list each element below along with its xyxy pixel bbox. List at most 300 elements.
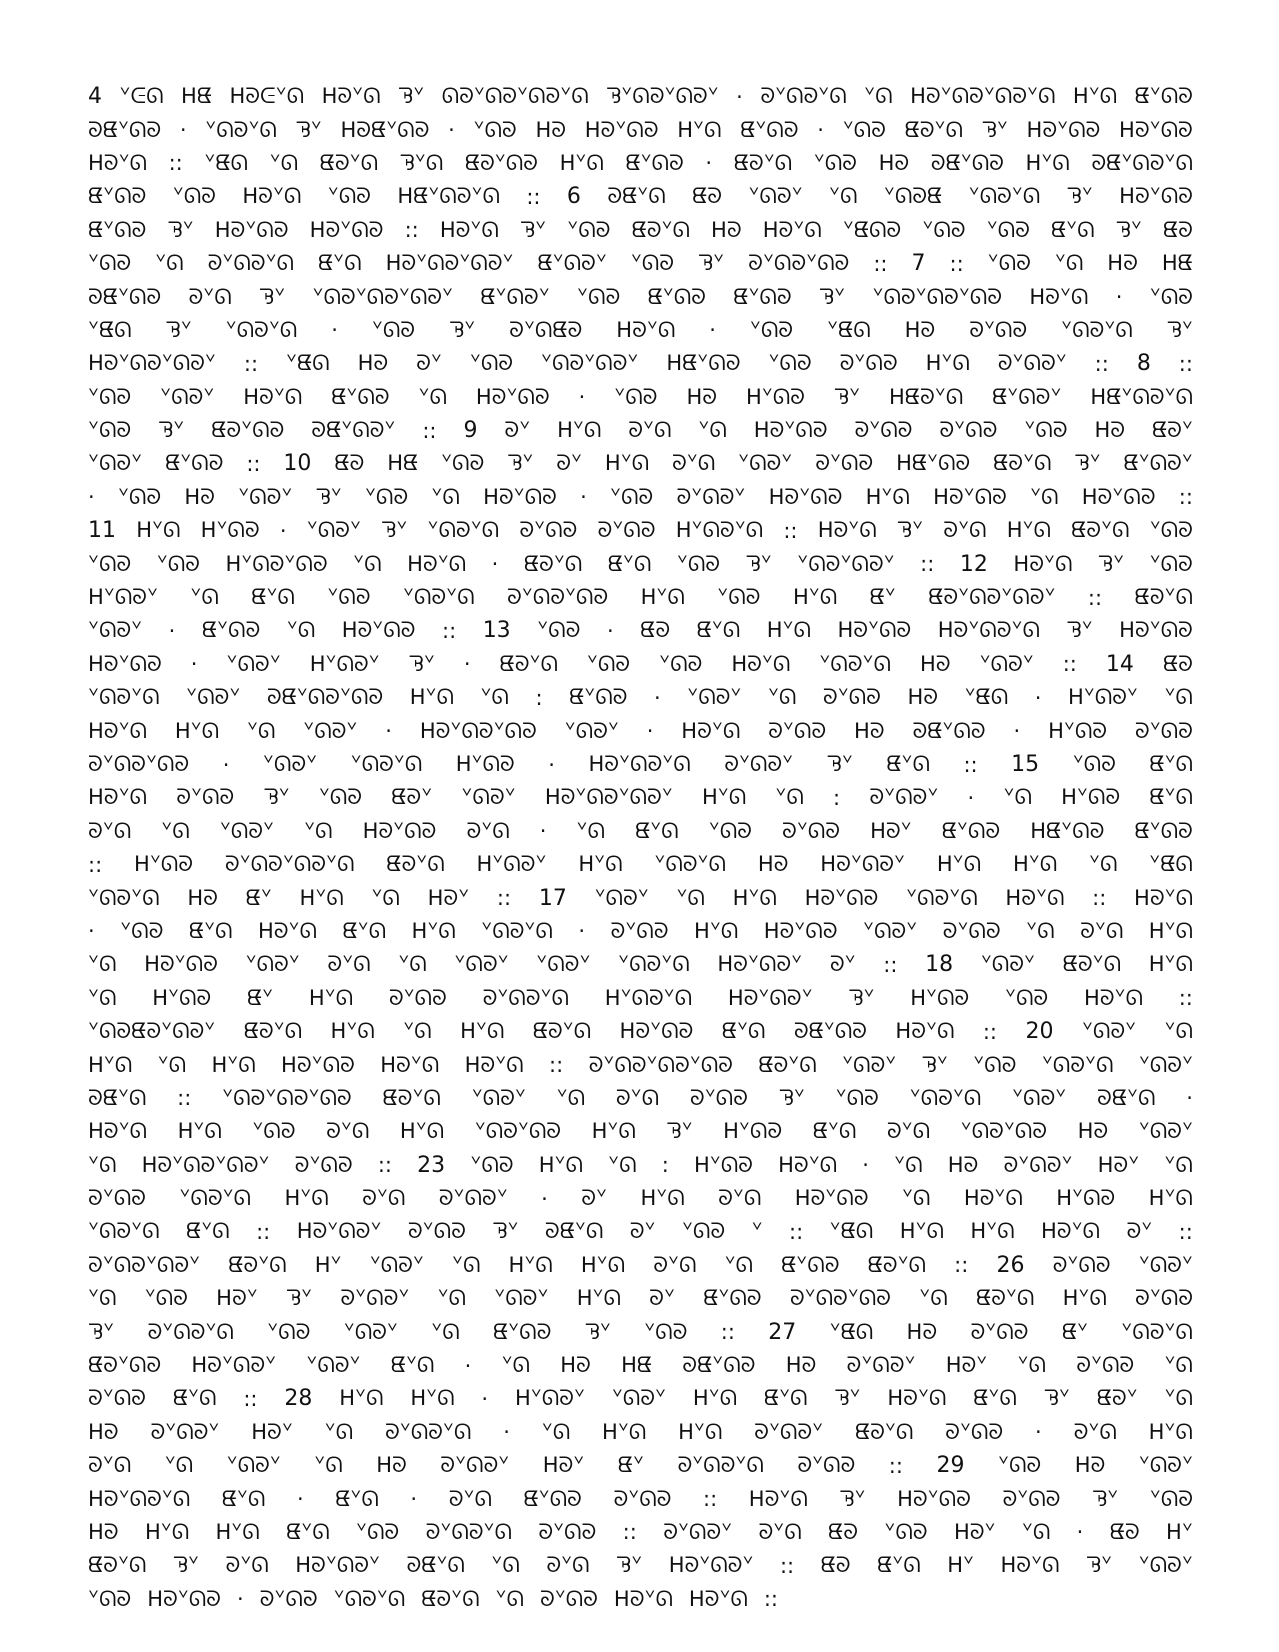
word: ᘁᘏᘐᘁ <box>748 184 803 209</box>
word: ᕼᘁᘏ <box>604 451 650 476</box>
word: ᘁᘏᘐ <box>676 551 721 576</box>
word: ᘁᘏᘐ <box>986 217 1030 242</box>
word: ᘁᘏ <box>608 1152 637 1177</box>
word: · <box>331 318 338 343</box>
word: ᘐᘁᘏᘐ <box>815 451 874 476</box>
word: ᕼᘐᘁᘏᘐ <box>837 618 912 643</box>
word: · <box>296 1487 304 1512</box>
word: ᕼᘁᘏ <box>144 1519 190 1544</box>
word: ᕼᘐᘁᘏᘐ <box>1119 618 1193 643</box>
text-line <box>88 915 1193 948</box>
text-line <box>88 614 1193 647</box>
word: ᘋᘁ <box>507 451 534 476</box>
text-line <box>88 1382 1193 1415</box>
word: ᕼᘐᘁᘏᘐᘁ <box>296 1219 382 1244</box>
word: ᕼᘁᘏ <box>970 1219 1015 1244</box>
word: ᘐᘁᘏᘐᘁ <box>754 1419 824 1444</box>
word: ᘀᘁᘏᘐ <box>331 384 390 409</box>
text-line <box>88 1315 1193 1348</box>
word: ᘁᘏᘐ <box>577 284 621 309</box>
word: ᘐᘁᘏ <box>615 1085 660 1110</box>
word: ᕼᘐᘁᘏ <box>688 1586 748 1611</box>
word: ᘐᘁᘏᘐᘁᘏᘐ <box>88 752 190 776</box>
word: ᘁᘏ <box>88 952 117 977</box>
text-line <box>88 1048 1193 1081</box>
word: ᘐᘁᘏᘐᘁ <box>438 1186 508 1211</box>
word: ᕼᘐᘁᘏᘐᘁᘏᘐᘁ <box>88 351 216 376</box>
word: ᕼᘐᘁᘏ <box>88 1119 147 1144</box>
word: ᘁᘏ <box>767 685 797 710</box>
word: ᘀᘐᘁ <box>1151 418 1193 443</box>
word: ᕼᘐᘁᘏᘐ <box>144 952 218 977</box>
word: ᘐᘁ <box>416 351 442 376</box>
word: ᘁᘏᘐ <box>327 184 371 209</box>
word: · <box>236 1587 244 1612</box>
word: : <box>535 685 543 710</box>
word: ᘋᘁ <box>1066 184 1093 209</box>
text-line <box>88 147 1193 180</box>
word: ᘁᘏᘐᘁᘏ <box>427 518 500 543</box>
word: ᘐᘁᘏᘐ <box>969 317 1028 342</box>
word: ᘀᘁᘏᘐ <box>569 685 628 710</box>
word: ᘐᘀᘁᘏ <box>1097 1085 1156 1110</box>
word: ᘁᘏᘐ <box>156 551 200 576</box>
word: ᘐᘁᘏ <box>943 518 987 543</box>
word: ᘐᘁᘏᘐ <box>1052 1252 1111 1277</box>
word: ᕼᘐᘁᘏᘐ <box>475 384 550 409</box>
word: ᘋᘁ <box>1043 1386 1070 1411</box>
word: ᕼᘁᘏ <box>177 1119 222 1144</box>
word: ᘀᘁᘏ <box>342 918 387 943</box>
word: : <box>833 785 841 810</box>
word: ᕼᘐᘁᘏᘐᘁᘏᘐᘁ <box>544 785 673 810</box>
text-line <box>88 714 1193 747</box>
word: ᘀᘁᘏ <box>221 1486 266 1511</box>
word: ᕼᘁᘏ <box>559 150 604 175</box>
word: ᘁᘏᘐ <box>120 918 164 943</box>
word: ᕼᘐᘁᘏᘐ <box>1119 117 1193 142</box>
word: ᕼᘐᘁᘏᘐᘁᘏᘐ <box>419 718 537 743</box>
word: ᘋᘁ <box>698 251 725 276</box>
word: ᘐᘀᘁᘏ <box>544 1219 604 1244</box>
word: ᘐᘁᘏ <box>653 1252 697 1277</box>
word: ᘋᘁ <box>519 217 547 242</box>
word: ᘀᘁᘏᘐ <box>1134 818 1193 843</box>
word: ᕼᘁᘏ <box>411 918 456 943</box>
word: ᘁᘏ <box>1021 1519 1051 1544</box>
text-line <box>88 1149 1193 1182</box>
word: ᕼᘐᘁᘏᘐᘁᘏ <box>588 752 691 776</box>
word: ᘁᘏᘐᘁ <box>461 785 516 810</box>
word: ᘁᘏ <box>431 484 460 509</box>
word: :: <box>873 251 888 276</box>
word: ᕼᘐᘁᘏᘐ <box>214 217 289 242</box>
verse-number: 15 <box>1011 752 1040 777</box>
word: ᘀᘐ <box>692 184 723 209</box>
word: ᘐᘁᘏᘐᘁᘏ <box>147 1319 234 1344</box>
word: ᘀᘁᘏ <box>172 1386 217 1411</box>
word: ᘐᘁᘏᘐᘁᘏᘐ <box>748 251 850 276</box>
word: ᕼᘁᘏ <box>1006 518 1051 543</box>
word: ᕼᘐᘁᘏᘐ <box>1026 117 1101 142</box>
word: ᕼᘁᘏ <box>409 685 454 710</box>
word: :: <box>779 1553 795 1578</box>
text-line <box>88 1549 1193 1582</box>
word: ᕼᘐ <box>376 1453 407 1478</box>
word: ᘁᘏᘐ <box>1149 284 1193 309</box>
word: ᘁᘏ <box>286 618 316 643</box>
word: ᕼᘐ <box>88 1519 119 1544</box>
text-line <box>88 547 1193 580</box>
word: ᘋᘁ <box>492 1219 519 1244</box>
word: ᘁᘏ <box>246 718 276 743</box>
word: ᘁᘏ <box>1164 1019 1193 1044</box>
word: ᘁᘏᘐ <box>88 418 132 443</box>
word: ᘁᘏᘐᘁᘏᘐ <box>474 1119 562 1144</box>
word: :: <box>883 952 898 977</box>
word: ᘐᘁ <box>629 1219 656 1244</box>
word: ᘋᘁ <box>981 117 1008 142</box>
word: ᘁᘏᘐᘁ <box>160 384 215 409</box>
word: · <box>448 118 455 143</box>
word: ᕼᘐ <box>757 852 789 877</box>
word: ᕼᘐ <box>854 718 885 743</box>
word: ᕼᘁᘏᘐ <box>745 384 805 409</box>
word: ᕼᘁᘏ <box>580 1252 626 1277</box>
word: ᕼᘐ <box>560 1353 591 1378</box>
word: ᘁᘏᘐ <box>630 251 674 276</box>
verse-number: 7 <box>911 251 926 277</box>
word: ᘀᘐᘁᘏ <box>532 1019 592 1044</box>
word: ᕼᘀᘁᘏᘐ <box>1030 818 1105 843</box>
word: ᘐᘁ <box>504 418 531 443</box>
word: ᕼᘁᘏ <box>1062 1286 1107 1311</box>
word: ᘐᘁᘏᘐ <box>1076 1353 1135 1378</box>
word: ᕼᘐ <box>187 885 218 910</box>
word: ᘐᘀᘁᘏ <box>88 1085 147 1110</box>
word: ᕼᘁᘏ <box>792 585 838 610</box>
word: · <box>1034 685 1042 710</box>
word: ᕼᘁᘏ <box>766 618 811 643</box>
word: ᘀᘁᘏᘐᘁ <box>992 384 1062 409</box>
word: ᕼᘀ <box>1161 251 1193 276</box>
word: ᘁᘏᘐ <box>364 484 409 509</box>
text-line <box>88 414 1193 447</box>
word: ᘁᘏᘐᘁ <box>369 1252 424 1277</box>
verse-number: 27 <box>768 1319 797 1345</box>
word: ᘁᘏᘐ <box>88 551 132 576</box>
word: ᘁᘏ <box>724 1252 753 1277</box>
text-line <box>88 247 1193 280</box>
word: ᘁᘏᘐ <box>987 251 1031 276</box>
text-line <box>88 948 1193 981</box>
word: ᕼᘐᘁᘏ <box>887 1386 947 1411</box>
word: ᘀᘐᘁᘏ <box>904 117 963 142</box>
text-line <box>88 113 1193 146</box>
text-line <box>88 280 1193 313</box>
word: :: <box>963 752 978 777</box>
word: ᘁᘀᘏ <box>286 351 330 376</box>
word: · <box>279 518 287 543</box>
word: · <box>88 919 95 944</box>
word: ᘁᘏᘐᘁ <box>471 1085 526 1110</box>
word: · <box>491 552 499 577</box>
word: ᘐᘁᘏᘐ <box>1002 1486 1061 1511</box>
word: ᘐᘁᘏᘐ <box>782 818 840 843</box>
word: ᘐᘁᘏᘐ <box>822 685 881 710</box>
verse-number: 9 <box>463 418 478 444</box>
word: ᘀᘁ <box>246 985 274 1010</box>
word: ᘀᘁ <box>617 1453 644 1478</box>
word: ᘁᘏ <box>437 1286 466 1311</box>
word: ᘀᘁᘏᘐ <box>647 284 706 309</box>
word: :: <box>1092 886 1107 911</box>
word: ᕼᘐ <box>907 685 939 710</box>
word: ᘀᘁᘏ <box>1149 785 1193 810</box>
word: ᘁᘏᘐ <box>749 317 794 342</box>
word: ᘐᘁᘏᘐᘁᘏᘐᘁᘏ <box>224 852 355 877</box>
word: ᘁᘏᘐᘁ <box>687 685 742 710</box>
word: ᘋᘁ <box>259 284 286 309</box>
word: ᘁᘏ <box>304 818 333 843</box>
word: ᘁᘏᘐᘁ <box>738 451 793 476</box>
word: ᘁᘏ <box>901 1186 931 1211</box>
word: ᘐᘁ <box>581 1186 607 1211</box>
word: · <box>578 385 586 410</box>
word: ᕼᘐᘁ <box>1097 1152 1140 1177</box>
word: ᘋᘁ <box>921 1052 948 1077</box>
verse-number: 23 <box>417 1152 446 1178</box>
word: ᕼᘐ <box>785 1353 817 1378</box>
word: ᕼᘁᘏ <box>694 918 739 943</box>
text-line <box>88 681 1193 714</box>
word: ᘁᘏᘐᘁᘏ <box>819 651 891 676</box>
word: · <box>646 719 654 744</box>
word: ᘀᘐᘁᘏ <box>421 1586 480 1611</box>
word: · <box>1076 1520 1084 1545</box>
text-line <box>88 1516 1193 1549</box>
word: ᘁᘏᘐᘁ <box>88 451 143 476</box>
word: : <box>661 1153 669 1178</box>
word: ᘀᘁ <box>245 885 272 910</box>
word: ᕼᘁᘏ <box>591 1119 636 1144</box>
word: ᘐᘁᘏᘐ <box>1135 1286 1193 1311</box>
word: ᕼᘐ <box>1094 418 1126 443</box>
word: ᘁᘏᘐᘁᘏ <box>333 1586 406 1611</box>
word: ᘁᘏᘐ <box>842 117 886 142</box>
word: ᕼᘁᘏ <box>936 852 982 877</box>
word: ᘁᘏᘐᘁ <box>979 651 1034 676</box>
word: ᘁᘏᘐ <box>813 150 857 175</box>
word: ᘁᘏᘐᘁ <box>219 818 274 843</box>
word: ᘀᘁᘏᘐᘁ <box>1123 451 1193 476</box>
word: · <box>539 819 547 844</box>
word: ᘁᘏᘐᘁᘏ <box>1041 1052 1114 1077</box>
word: ᘁᘏ <box>894 1152 923 1177</box>
text-line <box>88 1249 1193 1282</box>
word: ᘁᘏ <box>88 1152 117 1177</box>
word: ᕼᘁᘏ <box>578 852 623 877</box>
word: ᕼᘁ <box>1166 1519 1193 1544</box>
word: ᘁᘏᘐᘁᘏ <box>1061 317 1133 342</box>
word: ᘁᘏᘐᘀᘐᘁᘏᘐᘁ <box>88 1019 216 1044</box>
word: :: <box>1178 351 1193 376</box>
word: ᘁᘏᘐᘁ <box>1138 1119 1193 1144</box>
word: ᘀᘐᘁᘏ <box>631 217 690 242</box>
word: ᘁᘏ <box>698 418 727 443</box>
word: · <box>1115 285 1123 310</box>
word: ᕼᘁᘏᘐᘁ <box>476 852 547 877</box>
word: ᕼᘐᘁᘏ <box>817 518 877 543</box>
word: ᘁᘏᘐᘁ <box>842 1052 897 1077</box>
word: ᕼᘁᘏᘐ <box>200 518 260 543</box>
verse-number: 10 <box>283 451 312 477</box>
word: :: <box>789 1219 804 1244</box>
word: ᘐᘁᘏᘐᘁ <box>997 351 1067 376</box>
word: · <box>464 1353 472 1378</box>
word: ᘁᘏ <box>269 150 299 175</box>
word: ᕼᘐᘁᘏᘐ <box>753 418 828 443</box>
word: ᘁᘏᘐ <box>1149 518 1193 543</box>
word: ᘀᘐᘁᘏ <box>758 1052 817 1077</box>
text-line <box>88 815 1193 848</box>
word: ᕼᘐᘁᘏᘐᘁᘏᘐᘁ <box>141 1152 270 1177</box>
word: ᕼᘐᘁᘏᘐᘁᘏ <box>88 1486 191 1511</box>
text-line <box>88 1015 1193 1048</box>
word: ᘁᘏᘐᘁ <box>611 1386 666 1411</box>
word: ᘁᘏᘐᘁᘏᘐ <box>960 1119 1047 1144</box>
word: ᘁᘏᘐᘁᘏ <box>88 685 160 710</box>
word: ᘀᘐᘁᘏ <box>499 651 558 676</box>
word: ᕼᘁᘏᘐᘁᘏ <box>604 985 693 1010</box>
word: ᕼᘐᘁᘏᘐᘁ <box>668 1553 754 1578</box>
word: :: <box>1178 986 1193 1011</box>
word: ᘀᘁᘏ <box>607 551 652 576</box>
word: · <box>410 1487 418 1512</box>
word: ᘁᘏ <box>431 1319 460 1344</box>
word: · <box>709 318 716 343</box>
word: ᘁᘏᘐ <box>470 1152 514 1177</box>
word: ᕼᘁ <box>314 1252 342 1277</box>
word: ᘁᘏᘐᘁᘏ <box>88 1219 160 1244</box>
word: ᘋᘁ <box>1074 451 1101 476</box>
word: ᕼᘐ <box>1107 251 1138 276</box>
word: ᕼᘐᘁᘏᘐ <box>768 484 843 509</box>
word: ᕼᘐᘁᘏ <box>321 84 381 109</box>
word: ᘀᘁ <box>869 585 896 610</box>
word: ᘁᘏ <box>576 818 605 843</box>
word: ᘐᘁᘏᘐ <box>88 1386 146 1411</box>
word: ᘁᘏᘐᘁᘏ <box>225 317 298 342</box>
document-text-block <box>88 80 1193 1612</box>
word: ᕼᘁᘏᘐ <box>693 1152 753 1177</box>
word: ᘀᘐᘁᘏ <box>319 150 378 175</box>
word: ᘀᘐᘁᘏ <box>88 1553 147 1578</box>
word: ᘀᘐᘁᘏᘐ <box>88 1353 162 1378</box>
word: ᕼᘁᘏ <box>339 1386 384 1411</box>
word: ᘀᘁ <box>1061 1319 1088 1344</box>
verse-number: 26 <box>996 1252 1025 1278</box>
word: ᘐᘁᘏᘐ <box>942 918 1001 943</box>
word: :: <box>982 1019 997 1044</box>
word: ᕼᘁᘏᘐᘁ <box>309 651 380 676</box>
verse-number: 13 <box>482 618 511 644</box>
word: ᘐᘁᘏᘐ <box>176 785 235 810</box>
word: :: <box>526 184 541 209</box>
word: ᘐᘁᘏᘐᘁᘏᘐᘁ <box>88 1252 201 1277</box>
word: · <box>463 652 471 677</box>
word: ᕼᘁᘏᘐ <box>1061 785 1121 810</box>
word: ᘁᘏᘐ <box>1149 1486 1193 1511</box>
word: ᘁᘏ <box>864 84 893 109</box>
text-line <box>88 1349 1193 1382</box>
word: ᘀᘐ <box>828 1519 858 1544</box>
word: ᘐᘁᘏᘐᘁᘏᘐ <box>789 1286 891 1311</box>
word: ᘁᘀᘏ <box>88 317 132 342</box>
word: ᕼᘐ <box>1074 1453 1106 1478</box>
word: ᕼᘁᘏᘐᘁᘏᘐ <box>225 551 328 576</box>
word: ᘋᘁ <box>1066 618 1093 643</box>
word: · <box>541 1186 548 1211</box>
word: ᕼᘁᘏ <box>508 1252 553 1277</box>
word: ᘁᘏᘐᘁ <box>863 918 918 943</box>
word: ᕼᘁᘏ <box>308 985 354 1010</box>
word: ᘁᘏ <box>190 585 219 610</box>
word: ᕼᘐᘁ <box>953 1519 996 1544</box>
word: · <box>580 485 587 510</box>
word: ᕼᘐᘁᘏ <box>1083 985 1143 1010</box>
word: ᘐᘀᘁᘏ <box>406 1553 465 1578</box>
word: ᕼᘁᘏ <box>1012 852 1058 877</box>
word: ᘋᘁ <box>833 384 861 409</box>
word: ᘁᘏᘐ <box>614 384 658 409</box>
word: ᘀᘐᘁ <box>1096 1386 1138 1411</box>
word: ᘁᘏ <box>451 1252 481 1277</box>
word: ᘐᘁ <box>649 1286 675 1311</box>
word: ᘋᘁ <box>172 1553 199 1578</box>
word: ᘐᘁᘏᘐ <box>259 1586 318 1611</box>
word: ᕼᘐᘁᘏᘐ <box>1119 184 1193 209</box>
word: ᕼᘐᘁ <box>251 1419 293 1444</box>
word: ᕼᘐᘁᘏ <box>616 317 676 342</box>
word: ᘁᘏ <box>556 1085 586 1110</box>
word: :: <box>442 618 457 643</box>
word: ᕼᘐᘁᘏᘐᘁᘏᘐᘁᘏ <box>910 84 1056 109</box>
word: ᘐᘁᘏᘀᘐ <box>509 317 583 342</box>
word: · <box>190 652 198 677</box>
word: ᘀᘐᘁᘏ <box>386 852 445 877</box>
word: ᕼᘐᘁᘏᘐ <box>794 1186 869 1211</box>
text-line <box>88 1449 1193 1482</box>
word: ᘁᘏᘐᘁᘏ <box>1121 1319 1193 1344</box>
word: ᘁᘀᘏ <box>964 685 1009 710</box>
word: ᕼᘁᘏ <box>865 484 910 509</box>
word: ᘐᘁᘏᘐ <box>613 1486 672 1511</box>
word: ᕼᘐᘁᘏᘐᘁᘏᘐᘁ <box>385 251 514 276</box>
word: ᕼᘁᘏᘐᘁᘏ <box>675 518 764 543</box>
word: · <box>179 118 187 143</box>
text-line <box>88 314 1193 347</box>
text-line <box>88 1482 1193 1515</box>
word: ᘁᘏᘐ <box>997 1453 1042 1478</box>
word: ᕼᘁᘏ <box>1148 952 1193 977</box>
word: ᕼᘐᘁᘏ <box>895 1019 955 1044</box>
word: ᘀᘐᘁᘏ <box>733 150 793 175</box>
word: ᘏᘐᘁᘏᘐᘁᘏᘐᘁᘏ <box>441 84 589 109</box>
word: ᘐᘁᘏᘐ <box>88 1186 146 1211</box>
word: ᕼᘁᘏ <box>678 1419 723 1444</box>
word: ᘁᘏᘐ <box>644 1319 688 1344</box>
